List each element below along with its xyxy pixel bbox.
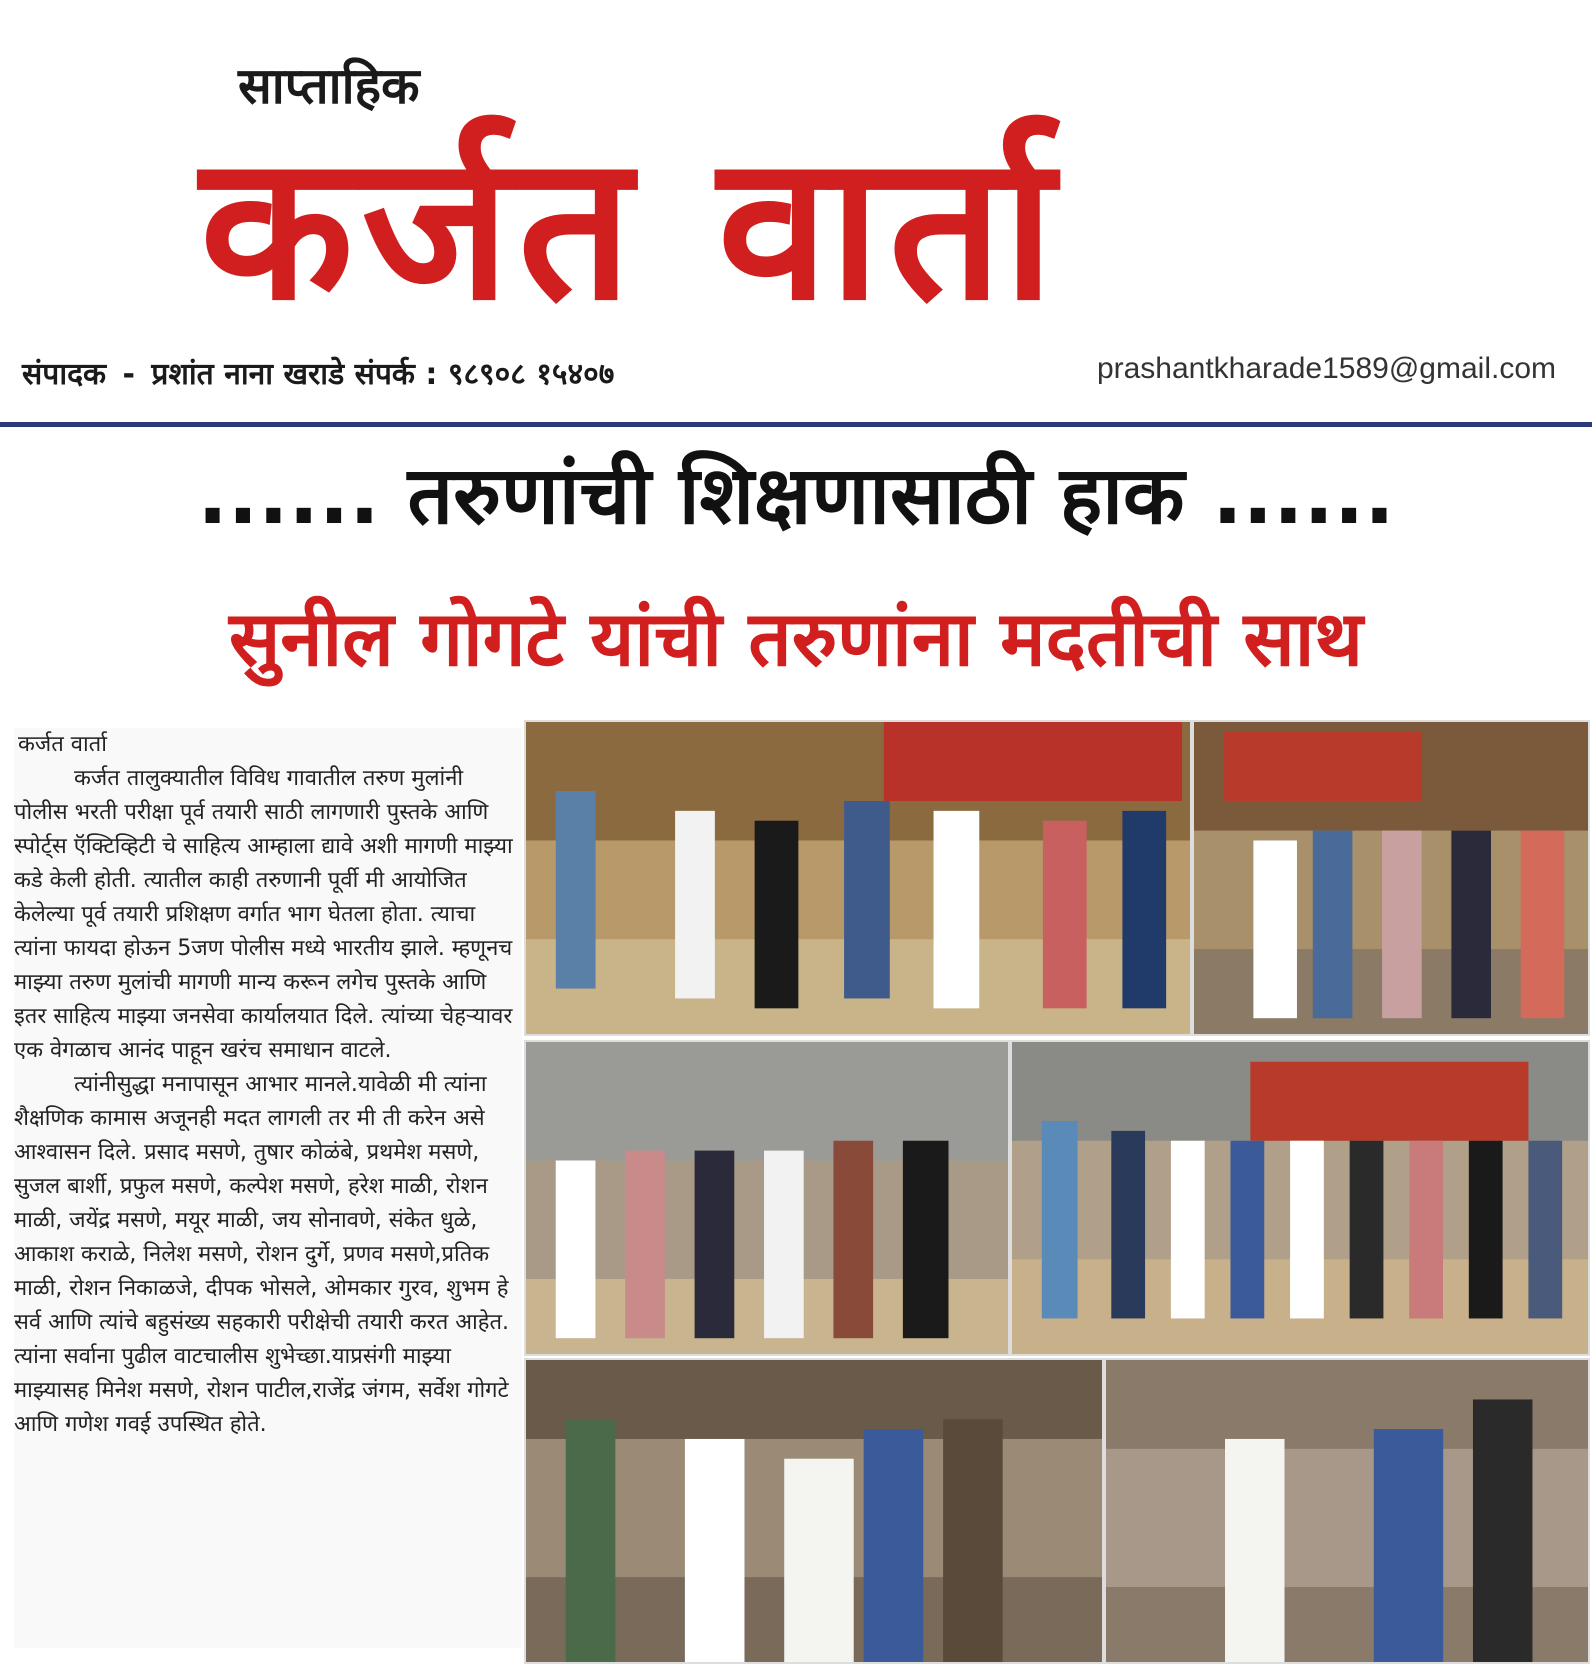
- editor-name: प्रशांत नाना खराडे: [151, 357, 345, 392]
- event-photo-2: [1192, 720, 1590, 1036]
- article-paragraph-2: त्यांनीसुद्धा मनापासून आभार मानले.यावेळी मी त्यांना शैक्षणिक कामास अजूनही मदत लागली तर मी ती करेन असे आश्वासन दिले. प्रसाद मसणे, तुषार कोळंबे, प्रथमेश मसणे, सुजल बार्शी, प्रफुल मसणे, कल्पेश मसणे, हरेश माळी, रोशन माळी, जयेंद्र मसणे, मयूर माळी, जय सोनावणे, संकेत धुळे, आकाश कराळे, निलेश मसणे, रोशन दुर्गे, प्रणव मसणे,प्रतिक माळी, रोशन निकाळजे, दीपक भोसले, ओमकार गुरव, शुभम हे सर्व आणि त्यांचे बहुसंख्य सहकारी परीक्षेची तयारी करत आहेत. त्यांना सर्वाना पुढील वाटचालीस शुभेच्छा.याप्रसंगी माझ्या माझ्यासह मिनेश मसणे, रोशन पाटील,राजेंद्र जंगम, सर्वेश गोगटे आणि गणेश गवई उपस्थित होते.: [14, 1072, 509, 1437]
- contact-number: ९८९०८ १५४०७: [447, 357, 615, 392]
- masthead-weekly-label: साप्ताहिक: [238, 57, 420, 115]
- editor-label: संपादक: [22, 357, 107, 392]
- article-paragraph-1: कर्जत तालुक्यातील विविध गावातील तरुण मुलांनी पोलीस भरती परीक्षा पूर्व तयारी साठी लागणारी पुस्तके आणि स्पोर्ट्स ऍक्टिव्हिटी चे साहित्य आम्हाला द्यावे अशी मागणी माझ्या कडे केली होती. त्यातील काही तरुणानी पूर्वी मी आयोजित केलेल्या पूर्व तयारी प्रशिक्षण वर्गात भाग घेतला होता. त्याचा त्यांना फायदा होऊन 5जण पोलीस मध्ये भारतीय झाले. म्हणूनच माझ्या तरुण मुलांची मागणी मान्य करून लगेच पुस्तके आणि इतर साहित्य माझ्या जनसेवा कार्यालयात दिले. त्यांच्या चेहऱ्यावर एक वेगळाच आनंद पाहून खरंच समाधान वाटले.: [14, 766, 513, 1063]
- header-divider: [0, 422, 1592, 427]
- article-dateline: कर्जत वार्ता: [18, 732, 107, 757]
- event-photo-4: [1010, 1040, 1590, 1356]
- editor-email: prashantkharade1589@gmail.com: [1096, 352, 1556, 385]
- editor-separator: -: [122, 357, 135, 392]
- headline-primary: ...... तरुणांची शिक्षणासाठी हाक ......: [197, 449, 1395, 542]
- article-body: [14, 728, 522, 1648]
- headline-secondary: सुनील गोगटे यांची तरुणांना मदतीची साथ: [229, 594, 1363, 683]
- event-photo-6: [1104, 1358, 1590, 1664]
- newspaper-title: कर्जत वार्ता: [200, 110, 1063, 345]
- event-photo-1: [524, 720, 1192, 1036]
- editor-line: [22, 352, 614, 393]
- event-photo-5: [524, 1358, 1104, 1664]
- event-photo-3: [524, 1040, 1010, 1356]
- contact-label: संपर्क :: [354, 357, 438, 392]
